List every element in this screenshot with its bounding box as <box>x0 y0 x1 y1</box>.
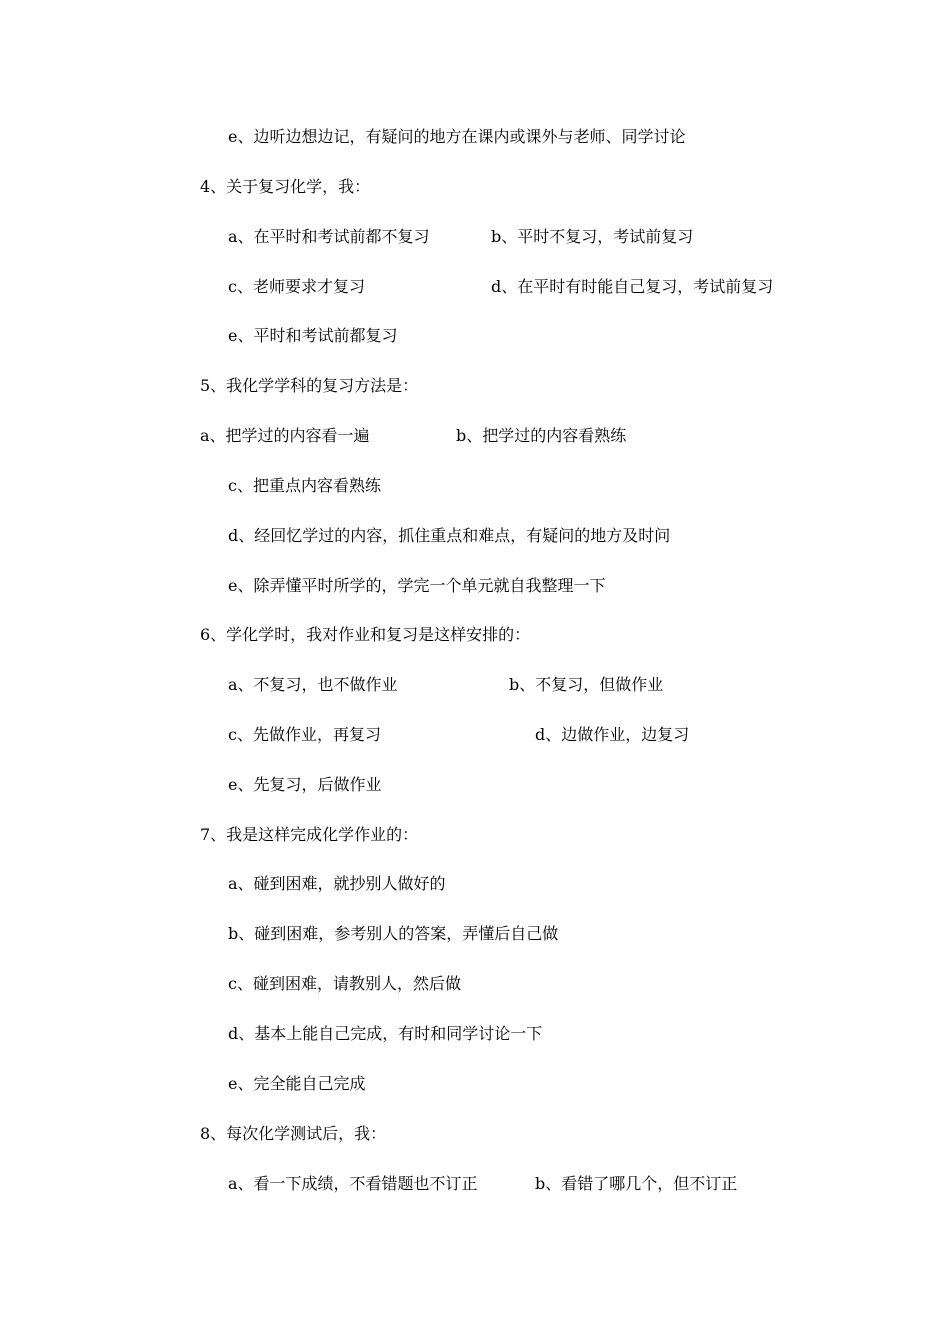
question-7-option-d: d、基本上能自己完成，有时和同学讨论一下 <box>228 1024 543 1043</box>
question-4-title: 4、关于复习化学，我： <box>200 177 371 196</box>
question-5-title: 5、我化学学科的复习方法是： <box>200 376 419 395</box>
question-3-option-e: e、边听边想边记，有疑问的地方在课内或课外与老师、同学讨论 <box>228 127 686 146</box>
question-7-option-c: c、碰到困难，请教别人，然后做 <box>228 974 461 993</box>
question-6-option-d: d、边做作业，边复习 <box>535 725 690 744</box>
question-6-option-c: c、先做作业，再复习 <box>228 725 381 744</box>
question-4-option-a: a、在平时和考试前都不复习 <box>228 227 430 246</box>
question-4-option-e: e、平时和考试前都复习 <box>228 326 398 345</box>
question-8-option-a: a、看一下成绩，不看错题也不订正 <box>228 1174 478 1193</box>
question-7-option-b: b、碰到困难，参考别人的答案，弄懂后自己做 <box>228 924 559 943</box>
question-4-option-c: c、老师要求才复习 <box>228 277 365 296</box>
question-6-option-a: a、不复习，也不做作业 <box>228 675 398 694</box>
question-6-title: 6、学化学时，我对作业和复习是这样安排的： <box>200 625 531 644</box>
question-5-option-d: d、经回忆学过的内容，抓住重点和难点，有疑问的地方及时问 <box>228 526 671 545</box>
question-8-title: 8、每次化学测试后，我： <box>200 1124 387 1143</box>
question-4-option-b: b、平时不复习，考试前复习 <box>491 227 694 246</box>
question-5-option-b: b、把学过的内容看熟练 <box>456 426 627 445</box>
question-5-option-c: c、把重点内容看熟练 <box>228 476 381 495</box>
question-4-option-d: d、在平时有时能自己复习，考试前复习 <box>491 277 774 296</box>
question-6-option-b: b、不复习，但做作业 <box>509 675 664 694</box>
question-5-option-e: e、除弄懂平时所学的，学完一个单元就自我整理一下 <box>228 576 606 595</box>
question-8-option-b: b、看错了哪几个，但不订正 <box>535 1174 738 1193</box>
question-7-option-a: a、碰到困难，就抄别人做好的 <box>228 874 446 893</box>
question-7-option-e: e、完全能自己完成 <box>228 1074 366 1093</box>
question-6-option-e: e、先复习，后做作业 <box>228 775 382 794</box>
question-7-title: 7、我是这样完成化学作业的： <box>200 825 419 844</box>
question-5-option-a: a、把学过的内容看一遍 <box>200 426 370 445</box>
